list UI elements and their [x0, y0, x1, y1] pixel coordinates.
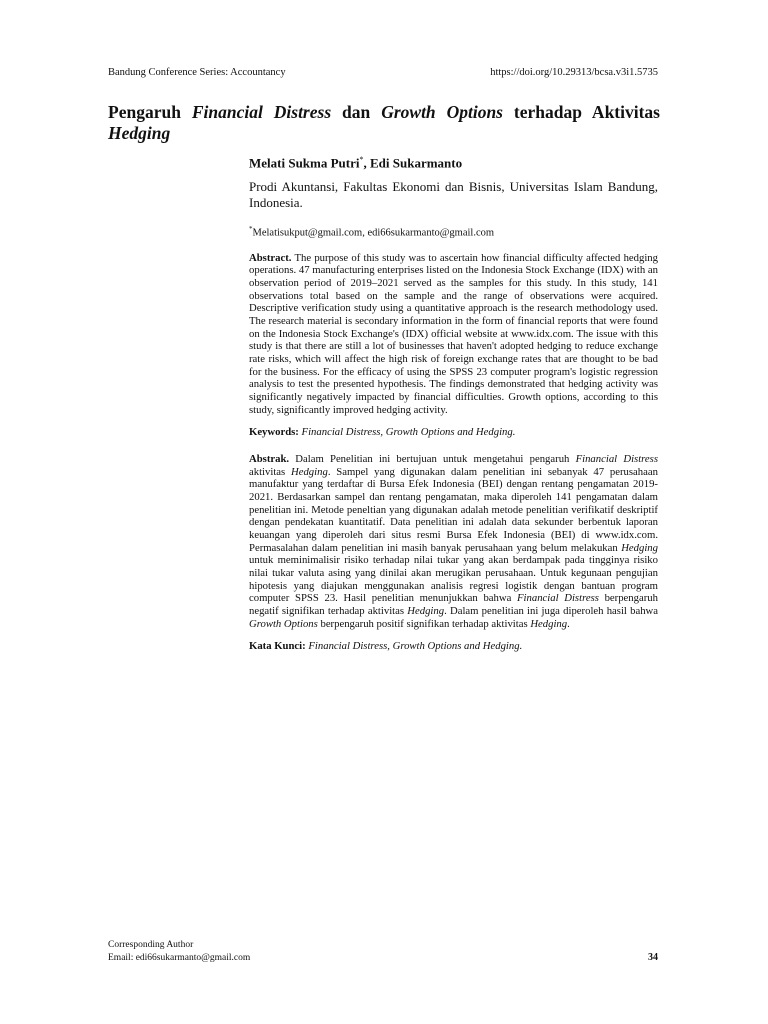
abstrak-italic: Financial Distress — [575, 453, 658, 466]
page-number: 34 — [648, 952, 658, 963]
title-italic: Growth Options — [381, 102, 503, 122]
abstrak-text: untuk meminimalisir risiko terhadap nilai tukar yang akan berdampak pada tingginya risiko nilai tukar valuta asing yang dinilai akan merugikan perusahaan. Untuk kegunaan pengujian hipotesis yang diajukan menggunakan analisis regresi logistik dengan bantuan program computer SPSS 23. Hasil penelitian menunjukkan bahwa — [249, 554, 658, 605]
abstract-id — [249, 453, 658, 630]
abstract-label: Abstract. — [249, 251, 292, 264]
keywords-en — [249, 426, 658, 439]
abstrak-italic: Financial Distress — [517, 592, 599, 605]
kata-kunci-text: Financial Distress, Growth Options and Hedging. — [305, 640, 523, 653]
abstrak-text: berpengaruh positif signifikan terhadap aktivitas — [317, 617, 531, 630]
abstrak-italic: Hedging — [621, 541, 658, 554]
corresponding-email[interactable]: Email: edi66sukarmanto@gmail.com — [108, 953, 251, 963]
abstrak-text: aktivitas — [249, 465, 291, 478]
front-matter — [249, 155, 658, 667]
author-name: , Edi Sukarmanto — [363, 155, 463, 171]
title-part: dan — [331, 102, 382, 122]
abstrak-italic: Hedging — [530, 617, 568, 630]
abstract-text: The purpose of this study was to ascertain how financial difficulty affected hedging operations. 47 manufacturing enterprises listed on the Indonesia Stock Exchange (IDX) with an observation period of 2019–2021 served as the samples for this study. In this study, 141 observations total based on the sample and the range of observations were acquired. Descriptive verification study using a quantitative approach is the research methodology used. The research material is secondary information in the form of financial reports that were found on the Indonesia Stock Exchange's (IDX) official website at www.idx.com. The issue with this study is that there are still a lot of businesses that haven't adopted hedging to reduce exchange rate risks, which will affect the high risk of foreign exchange rates that are thought to be bad for the business. For the efficacy of using the SPSS 23 computer program's logistic regression analysis to test the presented hypothesis. The findings demonstrated that hedging activity was significantly negatively impacted by financial difficulties. Growth options, according to this study, significantly improved hedging activity. — [249, 251, 658, 416]
keywords-label: Keywords: — [249, 426, 299, 439]
abstrak-italic: Hedging — [407, 604, 445, 617]
title-part: terhadap Aktivitas — [503, 102, 660, 122]
author-list — [249, 155, 658, 171]
paper-title — [108, 102, 660, 144]
email-list[interactable]: Melatisukput@gmail.com, edi66sukarmanto@gmail.com — [252, 227, 495, 239]
corresponding-author-label: Corresponding Author — [108, 940, 194, 950]
author-name: Melati Sukma Putri — [249, 155, 360, 171]
footer-note — [108, 939, 250, 965]
abstrak-text: . Dalam penelitian ini juga diperoleh hasil bahwa — [444, 604, 659, 617]
affiliation: Prodi Akuntansi, Fakultas Ekonomi dan Bisnis, Universitas Islam Bandung, Indonesia. — [249, 179, 658, 211]
abstrak-label: Abstrak. — [249, 453, 290, 466]
corresponding-mark: * — [359, 155, 364, 164]
doi-link[interactable]: https://doi.org/10.29313/bcsa.v3i1.5735 — [490, 67, 658, 78]
journal-name: Bandung Conference Series: Accountancy — [108, 67, 286, 78]
abstract-en — [249, 252, 658, 417]
abstrak-text: berpengaruh negatif signifikan terhadap aktivitas — [249, 592, 658, 617]
title-italic: Financial Distress — [191, 102, 332, 122]
keywords-id — [249, 640, 658, 653]
title-part: Pengaruh — [108, 102, 192, 122]
kata-kunci-label: Kata Kunci: — [249, 640, 306, 653]
email-mark: * — [249, 225, 253, 234]
abstrak-italic: Hedging — [291, 465, 328, 478]
title-italic: Hedging — [108, 123, 171, 143]
keywords-text: Financial Distress, Growth Options and Hedging. — [298, 426, 516, 439]
abstrak-text: . Sampel yang digunakan dalam penelitian ini sebanyak 47 perusahaan manufaktur yang terdaftar di Bursa Efek Indonesia (BEI) dengan rentang pengamatan 2019-2021. Berdasarkan sampel dan rentang pengamatan, maka diperoleh 141 pengamatan dalam penelitian ini. Metode peneltian yang digunakan adalah metode penelitian verifikatif deskriptif dengan pendekatan kuantitatif. Data penelitian ini adalah data sekunder berbentuk laporan keuangan yang diperoleh dari situs resmi Bursa Efek Indonesia (BEI) di www.idx.com. Permasalahan dalam penelitian ini masih banyak perusahaan yang belum melakukan — [249, 465, 658, 554]
abstrak-text: Dalam Penelitian ini bertujuan untuk mengetahui pengaruh — [289, 453, 576, 466]
abstrak-text: . — [567, 617, 570, 630]
abstrak-italic: Growth Options — [249, 617, 318, 630]
author-emails — [249, 225, 658, 239]
